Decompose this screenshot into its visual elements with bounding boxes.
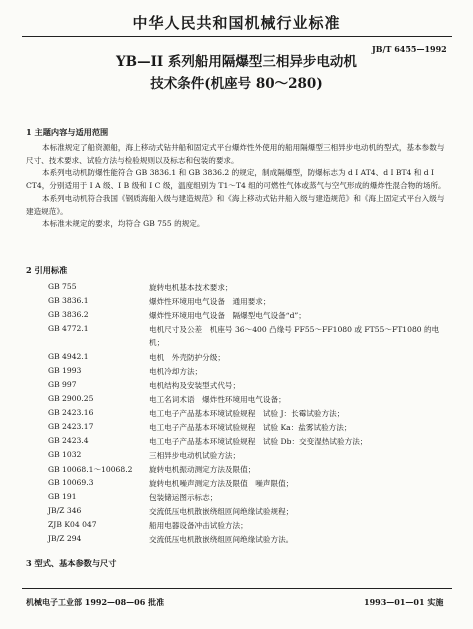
effective-date: 1993—01—01 实施 <box>364 597 444 607</box>
reference-code: JB/Z 294 <box>48 534 82 543</box>
reference-title: 船用电器设备冲击试验方法； <box>149 521 248 530</box>
footer-rule <box>22 588 452 589</box>
reference-title: 交流低压电机散嵌绕组匝间绝缘试验规程； <box>149 507 294 516</box>
reference-code: GB 191 <box>48 492 77 501</box>
reference-code: GB 4942.1 <box>48 352 89 361</box>
reference-code: GB 2423.16 <box>48 408 94 417</box>
reference-title: 电工电子产品基本环境试验规程 试验 Db：交变湿热试验方法； <box>149 437 368 446</box>
reference-code: GB 10069.3 <box>48 478 94 487</box>
reference-title: 爆炸性环境用电气设备 通用要求； <box>149 297 271 306</box>
reference-code: GB 10068.1～10068.2 <box>48 465 133 474</box>
reference-title: 旋转电机基本技术要求； <box>149 283 233 292</box>
document-title-line2: 技术条件(机座号 80～280) <box>150 76 323 92</box>
reference-code: GB 1032 <box>48 450 82 459</box>
paragraph: 本系列电动机符合我国《钢质海船入级与建造规范》和《海上移动式钻井船入级与建造规范》和《海上固定式平台入级与建造规范》。 <box>26 193 445 216</box>
reference-title: 电机冷却方法； <box>149 367 203 376</box>
paragraph: 本标准未规定的要求，均符合 GB 755 的规定。 <box>42 219 205 229</box>
reference-title: 包装储运图示标志； <box>149 493 218 502</box>
standard-code: JB/T 6455—1992 <box>372 44 447 54</box>
reference-code: GB 2900.25 <box>48 394 94 403</box>
section-1-heading: 1 主题内容与适用范围 <box>26 127 109 137</box>
reference-title: 三相异步电动机试验方法； <box>149 451 241 460</box>
reference-code: GB 3836.2 <box>48 310 89 319</box>
reference-title: 旋转电机振动测定方法及限值； <box>149 465 256 474</box>
reference-code: GB 1993 <box>48 366 82 375</box>
org-title: 中华人民共和国机械行业标准 <box>132 14 341 32</box>
header-rule <box>22 36 452 37</box>
reference-title: 电工电子产品基本环境试验规程 试验 Ka：盐雾试验方法； <box>149 423 352 432</box>
section-3-heading: 3 型式、基本参数与尺寸 <box>26 558 117 568</box>
section-2-heading: 2 引用标准 <box>26 265 68 275</box>
reference-title: 电机 外壳防护分级； <box>149 353 225 362</box>
reference-title: 电工电子产品基本环境试验规程 试验 J：长霉试验方法； <box>149 409 345 418</box>
reference-code: ZJB K04 047 <box>48 520 97 529</box>
document-title-line1: YB—II 系列船用隔爆型三相异步电动机 <box>116 54 357 70</box>
reference-title: 旋转电机噪声测定方法及限值 噪声限值； <box>149 479 294 488</box>
reference-title: 电机尺寸及公差 机座号 36～400 凸缘号 FF55～FF1080 或 FT55～FT1080 的电机； <box>149 325 440 347</box>
section-1-body <box>26 142 451 231</box>
reference-code: GB 2423.4 <box>48 436 89 445</box>
reference-code: GB 3836.1 <box>48 296 89 305</box>
paragraph: 本标准规定了船资源船，海上移动式钻井船和固定式平台爆炸性外使用的船用隔爆型三相异步电动机的型式，基本参数与尺寸、技术要求、试验方法与检验规则以及标志和包装的要求。 <box>26 143 445 165</box>
reference-code: GB 2423.17 <box>48 422 94 431</box>
reference-title: 爆炸性环境用电气设备 隔爆型电气设备“d”； <box>149 311 306 320</box>
reference-code: GB 755 <box>48 282 77 291</box>
reference-title: 电工名词术语 爆炸性环境用电气设备； <box>149 395 286 404</box>
approval-date: 机械电子工业部 1992—08—06 批准 <box>26 597 165 607</box>
reference-code: JB/Z 346 <box>48 506 82 515</box>
reference-code: GB 4772.1 <box>48 324 89 333</box>
paragraph: 本系列电动机防爆性能符合 GB 3836.1 和 GB 3836.2 的规定，制成隔爆型，防爆标志为 d I AT4、d I BT4 和 d I CT4，分别适用于 I A 级、I B 级和 I C 级，温度组别为 T1～T4 组的可燃性气体或蒸气与空气形成的爆炸性混合物的场所。 <box>26 168 446 191</box>
reference-code: GB 997 <box>48 380 77 389</box>
reference-title: 交流低压电机散嵌绕组匝间绝缘试验方法。 <box>149 535 294 544</box>
reference-title: 电机结构及安装型式代号； <box>149 381 241 390</box>
